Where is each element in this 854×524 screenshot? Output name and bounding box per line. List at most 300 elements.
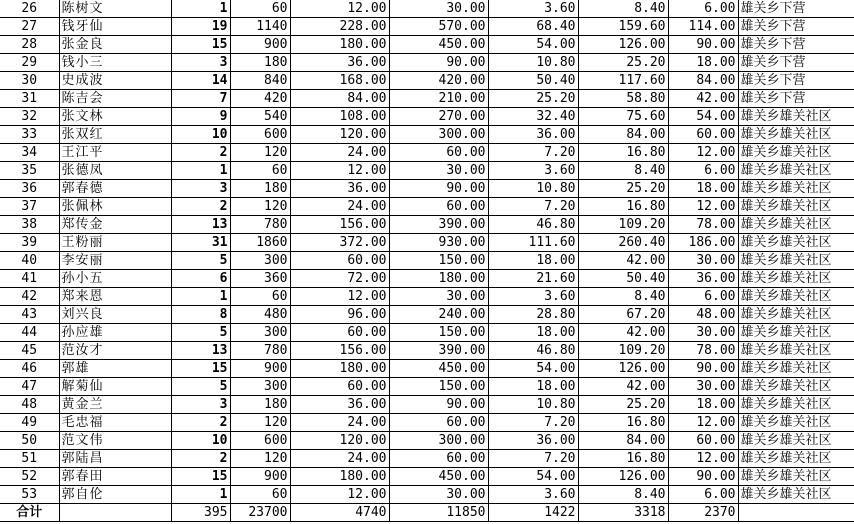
cell-value-f[interactable]: 6.00 — [668, 486, 738, 504]
cell-value-a[interactable]: 120 — [230, 144, 290, 162]
cell-count[interactable]: 13 — [171, 216, 230, 234]
cell-count[interactable]: 3 — [171, 180, 230, 198]
cell-value-a[interactable]: 420 — [230, 90, 290, 108]
cell-name[interactable]: 钱牙仙 — [59, 18, 171, 36]
cell-value-e[interactable]: 16.80 — [578, 414, 668, 432]
cell-place[interactable]: 雄关乡雄关社区 — [738, 432, 854, 450]
cell-index[interactable]: 33 — [0, 126, 59, 144]
cell-value-b[interactable]: 84.00 — [290, 90, 389, 108]
cell-place[interactable]: 雄关乡下营 — [738, 0, 854, 18]
cell-value-c[interactable]: 150.00 — [389, 324, 488, 342]
cell-value-b[interactable]: 180.00 — [290, 36, 389, 54]
cell-value-b[interactable]: 12.00 — [290, 288, 389, 306]
table-row — [0, 198, 854, 216]
cell-value-e[interactable]: 109.20 — [578, 216, 668, 234]
cell-value-c[interactable]: 150.00 — [389, 252, 488, 270]
cell-value-f[interactable]: 48.00 — [668, 306, 738, 324]
cell-value-f[interactable]: 12.00 — [668, 198, 738, 216]
table-row — [0, 216, 854, 234]
cell-value-b[interactable]: 96.00 — [290, 306, 389, 324]
cell-count[interactable]: 3 — [171, 396, 230, 414]
cell-index[interactable]: 44 — [0, 324, 59, 342]
cell-index[interactable]: 47 — [0, 378, 59, 396]
cell-index[interactable]: 53 — [0, 486, 59, 504]
cell-place[interactable]: 雄关乡雄关社区 — [738, 252, 854, 270]
cell-value-c[interactable]: 60.00 — [389, 144, 488, 162]
cell-name[interactable]: 郑来恩 — [59, 288, 171, 306]
cell-value-d[interactable]: 10.80 — [488, 396, 578, 414]
cell-value-f[interactable]: 18.00 — [668, 396, 738, 414]
cell-index[interactable]: 35 — [0, 162, 59, 180]
cell-index[interactable]: 37 — [0, 198, 59, 216]
cell-count[interactable]: 3 — [171, 54, 230, 72]
cell-name[interactable]: 张佩林 — [59, 198, 171, 216]
cell-value-e[interactable]: 16.80 — [578, 450, 668, 468]
cell-place[interactable]: 雄关乡雄关社区 — [738, 306, 854, 324]
cell-place[interactable]: 雄关乡雄关社区 — [738, 450, 854, 468]
cell-place[interactable]: 雄关乡雄关社区 — [738, 162, 854, 180]
cell-place[interactable]: 雄关乡雄关社区 — [738, 360, 854, 378]
cell-value-d[interactable]: 50.40 — [488, 72, 578, 90]
cell-value-c[interactable]: 60.00 — [389, 414, 488, 432]
cell-count[interactable]: 15 — [171, 36, 230, 54]
cell-value-e[interactable]: 25.20 — [578, 54, 668, 72]
cell-value-d[interactable]: 54.00 — [488, 36, 578, 54]
total-empty-cell[interactable] — [59, 504, 171, 522]
table-row — [0, 90, 854, 108]
cell-value-b[interactable]: 36.00 — [290, 54, 389, 72]
cell-value-d[interactable]: 46.80 — [488, 216, 578, 234]
cell-count[interactable]: 14 — [171, 72, 230, 90]
cell-value-e[interactable]: 117.60 — [578, 72, 668, 90]
cell-name[interactable]: 张双红 — [59, 126, 171, 144]
cell-value-a[interactable]: 780 — [230, 342, 290, 360]
cell-value-b[interactable]: 12.00 — [290, 486, 389, 504]
cell-index[interactable]: 45 — [0, 342, 59, 360]
cell-value-d[interactable]: 54.00 — [488, 360, 578, 378]
cell-value-c[interactable]: 90.00 — [389, 396, 488, 414]
total-value-e[interactable]: 3318 — [578, 504, 668, 522]
cell-value-a[interactable]: 60 — [230, 0, 290, 18]
cell-place[interactable]: 雄关乡下营 — [738, 54, 854, 72]
table-row — [0, 252, 854, 270]
cell-value-b[interactable]: 372.00 — [290, 234, 389, 252]
cell-value-f[interactable]: 90.00 — [668, 468, 738, 486]
cell-place[interactable]: 雄关乡下营 — [738, 72, 854, 90]
cell-place[interactable]: 雄关乡雄关社区 — [738, 216, 854, 234]
cell-count[interactable]: 10 — [171, 432, 230, 450]
cell-name[interactable]: 郭雄 — [59, 360, 171, 378]
cell-value-e[interactable]: 159.60 — [578, 18, 668, 36]
cell-value-c[interactable]: 450.00 — [389, 36, 488, 54]
cell-index[interactable]: 32 — [0, 108, 59, 126]
cell-value-f[interactable]: 18.00 — [668, 180, 738, 198]
cell-name[interactable]: 郭陆昌 — [59, 450, 171, 468]
cell-place[interactable]: 雄关乡下营 — [738, 18, 854, 36]
cell-place[interactable]: 雄关乡雄关社区 — [738, 486, 854, 504]
cell-count[interactable]: 15 — [171, 360, 230, 378]
cell-value-b[interactable]: 24.00 — [290, 414, 389, 432]
cell-value-f[interactable]: 12.00 — [668, 414, 738, 432]
total-value-b[interactable]: 4740 — [290, 504, 389, 522]
cell-value-a[interactable]: 1860 — [230, 234, 290, 252]
cell-value-a[interactable]: 300 — [230, 252, 290, 270]
cell-name[interactable]: 张金良 — [59, 36, 171, 54]
cell-value-d[interactable]: 46.80 — [488, 342, 578, 360]
cell-value-d[interactable]: 36.00 — [488, 432, 578, 450]
cell-count[interactable]: 1 — [171, 162, 230, 180]
cell-value-e[interactable]: 8.40 — [578, 0, 668, 18]
total-value-c[interactable]: 11850 — [389, 504, 488, 522]
cell-value-b[interactable]: 12.00 — [290, 162, 389, 180]
cell-value-a[interactable]: 300 — [230, 324, 290, 342]
table-row — [0, 54, 854, 72]
cell-count[interactable]: 1 — [171, 288, 230, 306]
cell-value-e[interactable]: 109.20 — [578, 342, 668, 360]
cell-index[interactable]: 50 — [0, 432, 59, 450]
cell-value-c[interactable]: 930.00 — [389, 234, 488, 252]
cell-value-d[interactable]: 7.20 — [488, 144, 578, 162]
cell-value-f[interactable]: 78.00 — [668, 342, 738, 360]
cell-value-d[interactable]: 36.00 — [488, 126, 578, 144]
cell-value-b[interactable]: 180.00 — [290, 468, 389, 486]
cell-name[interactable]: 张德凤 — [59, 162, 171, 180]
cell-name[interactable]: 王粉丽 — [59, 234, 171, 252]
cell-name[interactable]: 范文伟 — [59, 432, 171, 450]
total-empty-cell[interactable] — [738, 504, 854, 522]
cell-value-e[interactable]: 42.00 — [578, 252, 668, 270]
cell-count[interactable]: 9 — [171, 108, 230, 126]
cell-name[interactable]: 郑传金 — [59, 216, 171, 234]
cell-value-c[interactable]: 60.00 — [389, 198, 488, 216]
cell-value-a[interactable]: 120 — [230, 450, 290, 468]
cell-value-e[interactable]: 84.00 — [578, 432, 668, 450]
cell-value-e[interactable]: 16.80 — [578, 198, 668, 216]
cell-value-a[interactable]: 120 — [230, 414, 290, 432]
cell-value-c[interactable]: 420.00 — [389, 72, 488, 90]
cell-name[interactable]: 郭自伦 — [59, 486, 171, 504]
cell-value-f[interactable]: 60.00 — [668, 432, 738, 450]
cell-value-f[interactable]: 186.00 — [668, 234, 738, 252]
cell-value-e[interactable]: 260.40 — [578, 234, 668, 252]
cell-index[interactable]: 28 — [0, 36, 59, 54]
cell-value-a[interactable]: 540 — [230, 108, 290, 126]
cell-place[interactable]: 雄关乡雄关社区 — [738, 324, 854, 342]
cell-name[interactable]: 毛忠福 — [59, 414, 171, 432]
cell-count[interactable]: 15 — [171, 468, 230, 486]
cell-value-a[interactable]: 900 — [230, 468, 290, 486]
cell-value-c[interactable]: 300.00 — [389, 432, 488, 450]
cell-value-c[interactable]: 30.00 — [389, 0, 488, 18]
cell-place[interactable]: 雄关乡雄关社区 — [738, 378, 854, 396]
cell-place[interactable]: 雄关乡下营 — [738, 90, 854, 108]
cell-count[interactable]: 2 — [171, 450, 230, 468]
cell-value-e[interactable]: 8.40 — [578, 486, 668, 504]
cell-value-d[interactable]: 7.20 — [488, 198, 578, 216]
cell-value-a[interactable]: 60 — [230, 486, 290, 504]
cell-value-d[interactable]: 3.60 — [488, 486, 578, 504]
cell-place[interactable]: 雄关乡雄关社区 — [738, 288, 854, 306]
cell-value-f[interactable]: 30.00 — [668, 378, 738, 396]
cell-count[interactable]: 2 — [171, 198, 230, 216]
cell-index[interactable]: 38 — [0, 216, 59, 234]
total-value-d[interactable]: 1422 — [488, 504, 578, 522]
cell-value-c[interactable]: 240.00 — [389, 306, 488, 324]
cell-value-e[interactable]: 25.20 — [578, 180, 668, 198]
cell-value-d[interactable]: 68.40 — [488, 18, 578, 36]
cell-value-c[interactable]: 270.00 — [389, 108, 488, 126]
table-row — [0, 414, 854, 432]
cell-place[interactable]: 雄关乡雄关社区 — [738, 126, 854, 144]
cell-value-c[interactable]: 570.00 — [389, 18, 488, 36]
cell-value-f[interactable]: 6.00 — [668, 162, 738, 180]
cell-name[interactable]: 张文林 — [59, 108, 171, 126]
cell-value-d[interactable]: 18.00 — [488, 378, 578, 396]
cell-index[interactable]: 49 — [0, 414, 59, 432]
cell-value-a[interactable]: 480 — [230, 306, 290, 324]
table-row — [0, 234, 854, 252]
cell-index[interactable]: 43 — [0, 306, 59, 324]
table-row — [0, 180, 854, 198]
cell-value-e[interactable]: 8.40 — [578, 288, 668, 306]
cell-value-a[interactable]: 840 — [230, 72, 290, 90]
cell-value-c[interactable]: 180.00 — [389, 270, 488, 288]
cell-value-b[interactable]: 60.00 — [290, 252, 389, 270]
cell-place[interactable]: 雄关乡雄关社区 — [738, 270, 854, 288]
cell-place[interactable]: 雄关乡雄关社区 — [738, 108, 854, 126]
cell-value-b[interactable]: 108.00 — [290, 108, 389, 126]
cell-value-d[interactable]: 10.80 — [488, 54, 578, 72]
cell-value-d[interactable]: 21.60 — [488, 270, 578, 288]
cell-value-c[interactable]: 210.00 — [389, 90, 488, 108]
cell-value-c[interactable]: 30.00 — [389, 486, 488, 504]
cell-name[interactable]: 孙小五 — [59, 270, 171, 288]
cell-value-b[interactable]: 120.00 — [290, 126, 389, 144]
cell-value-c[interactable]: 30.00 — [389, 288, 488, 306]
cell-index[interactable]: 27 — [0, 18, 59, 36]
cell-value-d[interactable]: 18.00 — [488, 324, 578, 342]
cell-count[interactable]: 5 — [171, 252, 230, 270]
cell-value-e[interactable]: 126.00 — [578, 360, 668, 378]
cell-value-c[interactable]: 60.00 — [389, 450, 488, 468]
cell-name[interactable]: 陈树文 — [59, 0, 171, 18]
cell-index[interactable]: 42 — [0, 288, 59, 306]
cell-index[interactable]: 36 — [0, 180, 59, 198]
cell-value-b[interactable]: 180.00 — [290, 360, 389, 378]
cell-value-e[interactable]: 50.40 — [578, 270, 668, 288]
cell-value-a[interactable]: 900 — [230, 36, 290, 54]
cell-value-e[interactable]: 8.40 — [578, 162, 668, 180]
cell-count[interactable]: 1 — [171, 0, 230, 18]
cell-value-a[interactable]: 180 — [230, 180, 290, 198]
cell-value-c[interactable]: 450.00 — [389, 360, 488, 378]
cell-value-a[interactable]: 180 — [230, 54, 290, 72]
cell-value-a[interactable]: 780 — [230, 216, 290, 234]
cell-place[interactable]: 雄关乡雄关社区 — [738, 342, 854, 360]
cell-index[interactable]: 26 — [0, 0, 59, 18]
cell-value-f[interactable]: 60.00 — [668, 126, 738, 144]
cell-name[interactable]: 王江平 — [59, 144, 171, 162]
cell-value-d[interactable]: 54.00 — [488, 468, 578, 486]
cell-value-b[interactable]: 24.00 — [290, 144, 389, 162]
cell-value-f[interactable]: 84.00 — [668, 72, 738, 90]
cell-index[interactable]: 34 — [0, 144, 59, 162]
cell-place[interactable]: 雄关乡雄关社区 — [738, 414, 854, 432]
cell-index[interactable]: 40 — [0, 252, 59, 270]
cell-name[interactable]: 李安丽 — [59, 252, 171, 270]
cell-value-f[interactable]: 12.00 — [668, 144, 738, 162]
cell-value-a[interactable]: 600 — [230, 126, 290, 144]
cell-value-a[interactable]: 900 — [230, 360, 290, 378]
cell-name[interactable]: 郭春田 — [59, 468, 171, 486]
cell-index[interactable]: 46 — [0, 360, 59, 378]
cell-value-b[interactable]: 228.00 — [290, 18, 389, 36]
cell-value-d[interactable]: 7.20 — [488, 414, 578, 432]
cell-value-b[interactable]: 60.00 — [290, 378, 389, 396]
cell-value-f[interactable]: 90.00 — [668, 36, 738, 54]
cell-value-b[interactable]: 12.00 — [290, 0, 389, 18]
total-label[interactable]: 合计 — [0, 504, 59, 522]
cell-name[interactable]: 刘兴良 — [59, 306, 171, 324]
cell-value-f[interactable]: 42.00 — [668, 90, 738, 108]
cell-count[interactable]: 31 — [171, 234, 230, 252]
cell-place[interactable]: 雄关乡雄关社区 — [738, 468, 854, 486]
cell-value-b[interactable]: 60.00 — [290, 324, 389, 342]
cell-value-e[interactable]: 58.80 — [578, 90, 668, 108]
cell-value-f[interactable]: 114.00 — [668, 18, 738, 36]
cell-value-b[interactable]: 156.00 — [290, 216, 389, 234]
cell-value-a[interactable]: 180 — [230, 396, 290, 414]
cell-value-c[interactable]: 390.00 — [389, 342, 488, 360]
cell-place[interactable]: 雄关乡雄关社区 — [738, 396, 854, 414]
cell-value-e[interactable]: 42.00 — [578, 324, 668, 342]
cell-value-a[interactable]: 60 — [230, 288, 290, 306]
cell-value-d[interactable]: 25.20 — [488, 90, 578, 108]
cell-value-e[interactable]: 126.00 — [578, 468, 668, 486]
cell-count[interactable]: 6 — [171, 270, 230, 288]
table-row — [0, 18, 854, 36]
cell-value-c[interactable]: 90.00 — [389, 180, 488, 198]
cell-value-d[interactable]: 3.60 — [488, 162, 578, 180]
cell-value-f[interactable]: 18.00 — [668, 54, 738, 72]
cell-value-d[interactable]: 10.80 — [488, 180, 578, 198]
cell-count[interactable]: 5 — [171, 324, 230, 342]
cell-value-a[interactable]: 360 — [230, 270, 290, 288]
cell-value-d[interactable]: 3.60 — [488, 0, 578, 18]
cell-value-e[interactable]: 126.00 — [578, 36, 668, 54]
cell-value-f[interactable]: 30.00 — [668, 324, 738, 342]
cell-place[interactable]: 雄关乡雄关社区 — [738, 234, 854, 252]
cell-place[interactable]: 雄关乡雄关社区 — [738, 144, 854, 162]
cell-value-a[interactable]: 300 — [230, 378, 290, 396]
cell-place[interactable]: 雄关乡下营 — [738, 36, 854, 54]
cell-value-c[interactable]: 30.00 — [389, 162, 488, 180]
cell-count[interactable]: 2 — [171, 414, 230, 432]
cell-index[interactable]: 51 — [0, 450, 59, 468]
cell-name[interactable]: 陈吉会 — [59, 90, 171, 108]
cell-value-b[interactable]: 120.00 — [290, 432, 389, 450]
cell-value-b[interactable]: 36.00 — [290, 180, 389, 198]
cell-index[interactable]: 30 — [0, 72, 59, 90]
cell-count[interactable]: 8 — [171, 306, 230, 324]
total-value-a[interactable]: 23700 — [230, 504, 290, 522]
cell-place[interactable]: 雄关乡雄关社区 — [738, 198, 854, 216]
cell-index[interactable]: 29 — [0, 54, 59, 72]
cell-value-e[interactable]: 84.00 — [578, 126, 668, 144]
cell-name[interactable]: 范汝才 — [59, 342, 171, 360]
cell-value-a[interactable]: 1140 — [230, 18, 290, 36]
cell-value-d[interactable]: 28.80 — [488, 306, 578, 324]
cell-value-c[interactable]: 450.00 — [389, 468, 488, 486]
total-value-f[interactable]: 2370 — [668, 504, 738, 522]
cell-value-d[interactable]: 7.20 — [488, 450, 578, 468]
cell-value-c[interactable]: 150.00 — [389, 378, 488, 396]
cell-name[interactable]: 孙应雄 — [59, 324, 171, 342]
cell-count[interactable]: 19 — [171, 18, 230, 36]
cell-value-e[interactable]: 42.00 — [578, 378, 668, 396]
cell-value-a[interactable]: 60 — [230, 162, 290, 180]
cell-index[interactable]: 48 — [0, 396, 59, 414]
cell-value-d[interactable]: 18.00 — [488, 252, 578, 270]
cell-count[interactable]: 7 — [171, 90, 230, 108]
cell-value-f[interactable]: 90.00 — [668, 360, 738, 378]
cell-value-b[interactable]: 72.00 — [290, 270, 389, 288]
cell-value-b[interactable]: 24.00 — [290, 198, 389, 216]
cell-value-f[interactable]: 54.00 — [668, 108, 738, 126]
cell-value-c[interactable]: 300.00 — [389, 126, 488, 144]
cell-name[interactable]: 郭春德 — [59, 180, 171, 198]
table-row — [0, 36, 854, 54]
cell-value-d[interactable]: 32.40 — [488, 108, 578, 126]
cell-value-a[interactable]: 600 — [230, 432, 290, 450]
cell-value-f[interactable]: 30.00 — [668, 252, 738, 270]
cell-index[interactable]: 52 — [0, 468, 59, 486]
cell-value-e[interactable]: 25.20 — [578, 396, 668, 414]
cell-value-f[interactable]: 78.00 — [668, 216, 738, 234]
cell-name[interactable]: 黄金兰 — [59, 396, 171, 414]
cell-value-f[interactable]: 36.00 — [668, 270, 738, 288]
cell-value-f[interactable]: 6.00 — [668, 288, 738, 306]
cell-index[interactable]: 39 — [0, 234, 59, 252]
cell-count[interactable]: 2 — [171, 144, 230, 162]
total-count[interactable]: 395 — [171, 504, 230, 522]
cell-value-d[interactable]: 111.60 — [488, 234, 578, 252]
cell-value-b[interactable]: 168.00 — [290, 72, 389, 90]
cell-count[interactable]: 10 — [171, 126, 230, 144]
cell-value-b[interactable]: 36.00 — [290, 396, 389, 414]
cell-index[interactable]: 31 — [0, 90, 59, 108]
cell-value-e[interactable]: 16.80 — [578, 144, 668, 162]
cell-value-b[interactable]: 24.00 — [290, 450, 389, 468]
cell-index[interactable]: 41 — [0, 270, 59, 288]
cell-name[interactable]: 解菊仙 — [59, 378, 171, 396]
cell-value-c[interactable]: 390.00 — [389, 216, 488, 234]
cell-count[interactable]: 1 — [171, 486, 230, 504]
cell-count[interactable]: 13 — [171, 342, 230, 360]
cell-value-d[interactable]: 3.60 — [488, 288, 578, 306]
cell-value-e[interactable]: 67.20 — [578, 306, 668, 324]
cell-value-f[interactable]: 6.00 — [668, 0, 738, 18]
cell-name[interactable]: 史成波 — [59, 72, 171, 90]
cell-value-a[interactable]: 120 — [230, 198, 290, 216]
cell-value-f[interactable]: 12.00 — [668, 450, 738, 468]
cell-name[interactable]: 钱小三 — [59, 54, 171, 72]
cell-value-e[interactable]: 75.60 — [578, 108, 668, 126]
cell-place[interactable]: 雄关乡雄关社区 — [738, 180, 854, 198]
cell-count[interactable]: 5 — [171, 378, 230, 396]
cell-value-c[interactable]: 90.00 — [389, 54, 488, 72]
cell-value-b[interactable]: 156.00 — [290, 342, 389, 360]
